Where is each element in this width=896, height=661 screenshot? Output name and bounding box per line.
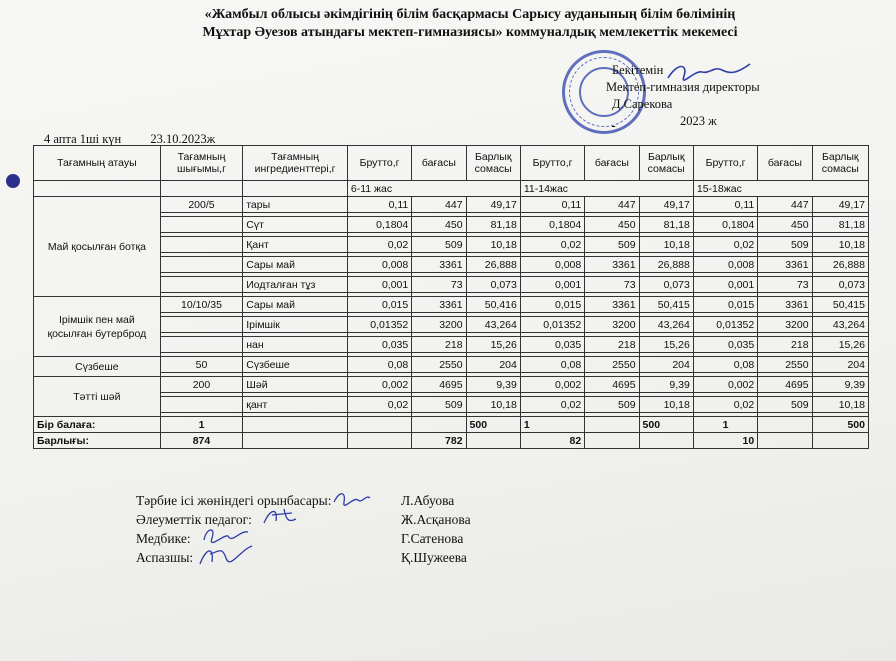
ink-dot — [6, 174, 20, 188]
column-header: Барлық сомасы — [812, 146, 868, 181]
ingredient-name: нан — [243, 337, 348, 353]
table-cell: 204 — [639, 357, 693, 373]
staff-role: Әлеуметтік педагог: — [136, 512, 252, 527]
column-header: Барлық сомасы — [639, 146, 693, 181]
table-cell: 3200 — [412, 317, 466, 333]
table-cell: 0,02 — [347, 237, 411, 253]
table-cell: 0,08 — [693, 357, 757, 373]
table-cell: 0,11 — [347, 197, 411, 213]
table-cell: 509 — [585, 397, 639, 413]
ingredient-row — [34, 197, 869, 213]
document-header — [150, 6, 790, 42]
per-child-value: 1 — [693, 417, 757, 433]
table-cell: 26,888 — [812, 257, 868, 273]
per-child-value: 1 — [520, 417, 584, 433]
age-group-label: 6-11 жас — [347, 181, 520, 197]
table-cell: 509 — [758, 397, 812, 413]
table-cell: 3200 — [585, 317, 639, 333]
table-cell: 218 — [412, 337, 466, 353]
staff-role: Медбике: — [136, 531, 191, 546]
header-line-2: Мұхтар Әуезов атындағы мектеп-гимназиясы» коммуналдық мемлекеттік мекемесі — [202, 25, 738, 40]
table-cell: 0,073 — [466, 277, 520, 293]
table-cell: 0,002 — [520, 377, 584, 393]
dish-yield: 50 — [160, 357, 242, 373]
table-cell: 509 — [758, 237, 812, 253]
table-cell: 218 — [585, 337, 639, 353]
table-cell: 0,015 — [347, 297, 411, 313]
table-cell: 0,015 — [520, 297, 584, 313]
table-cell: 0,02 — [520, 397, 584, 413]
table-cell: 2550 — [758, 357, 812, 373]
table-cell: 0,073 — [639, 277, 693, 293]
table-cell: 204 — [466, 357, 520, 373]
ingredient-row — [34, 297, 869, 313]
table-cell: 0,01352 — [347, 317, 411, 333]
table-cell: 450 — [758, 217, 812, 233]
table-cell: 81,18 — [639, 217, 693, 233]
column-header: бағасы — [412, 146, 466, 181]
table-cell: 0,035 — [520, 337, 584, 353]
table-cell: 3361 — [758, 297, 812, 313]
director-signature — [664, 58, 754, 86]
total-label: Барлығы: — [34, 433, 161, 449]
per-child-label: Бір балаға: — [34, 417, 161, 433]
handwritten-signature — [332, 488, 372, 508]
table-cell: 0,02 — [693, 397, 757, 413]
table-cell: 0,1804 — [520, 217, 584, 233]
table-cell: 2550 — [585, 357, 639, 373]
table-cell: 10,18 — [812, 237, 868, 253]
table-cell: 0,035 — [347, 337, 411, 353]
column-header: бағасы — [758, 146, 812, 181]
table-cell: 43,264 — [466, 317, 520, 333]
table-cell: 0,1804 — [693, 217, 757, 233]
table-cell: 3361 — [412, 297, 466, 313]
table-cell: 50,415 — [812, 297, 868, 313]
table-cell: 10,18 — [639, 237, 693, 253]
table-cell: 0,11 — [520, 197, 584, 213]
table-cell: 447 — [758, 197, 812, 213]
column-header: Тағамның шығымы,г — [160, 146, 242, 181]
table-cell: 447 — [412, 197, 466, 213]
table-cell: 450 — [585, 217, 639, 233]
dish-name: Ірімшік пен май қосылған бутерброд — [34, 297, 161, 357]
table-cell: 81,18 — [812, 217, 868, 233]
table-cell: 73 — [758, 277, 812, 293]
table-cell: 0,001 — [693, 277, 757, 293]
ingredient-name: Қант — [243, 237, 348, 253]
table-cell: 0,035 — [693, 337, 757, 353]
approval-title: Бекітемін — [612, 63, 664, 77]
table-cell: 0,002 — [693, 377, 757, 393]
table-cell: 0,002 — [347, 377, 411, 393]
age-group-label: 15-18жас — [693, 181, 868, 197]
table-cell: 43,264 — [639, 317, 693, 333]
table-cell: 73 — [412, 277, 466, 293]
table-cell: 10,18 — [466, 397, 520, 413]
ingredient-name: Сары май — [243, 297, 348, 313]
week-day-label: 4 апта 1ші күн — [44, 132, 122, 146]
column-header: бағасы — [585, 146, 639, 181]
table-cell: 49,17 — [639, 197, 693, 213]
table-cell: 26,888 — [639, 257, 693, 273]
table-cell: 509 — [585, 237, 639, 253]
table-cell: 0,08 — [520, 357, 584, 373]
ingredient-name: тары — [243, 197, 348, 213]
staff-name: Қ.Шужеева — [401, 550, 467, 565]
table-cell: 4695 — [758, 377, 812, 393]
table-cell: 9,39 — [812, 377, 868, 393]
table-cell: 9,39 — [639, 377, 693, 393]
ingredient-name: Иодталған тұз — [243, 277, 348, 293]
total-row — [34, 433, 869, 449]
ingredient-name: Сүзбеше — [243, 357, 348, 373]
table-cell: 10,18 — [466, 237, 520, 253]
table-cell: 0,01352 — [520, 317, 584, 333]
dish-yield: 10/10/35 — [160, 297, 242, 313]
ingredient-name: Шәй — [243, 377, 348, 393]
table-cell: 49,17 — [466, 197, 520, 213]
age-group-label: 11-14жас — [520, 181, 693, 197]
table-cell: 9,39 — [466, 377, 520, 393]
handwritten-signature — [196, 542, 256, 570]
table-cell: 509 — [412, 237, 466, 253]
table-cell: 10,18 — [812, 397, 868, 413]
table-cell: 0,001 — [520, 277, 584, 293]
table-cell: 81,18 — [466, 217, 520, 233]
table-cell: 0,01352 — [693, 317, 757, 333]
table-cell: 204 — [812, 357, 868, 373]
dish-name: Тәтті шәй — [34, 377, 161, 417]
table-cell: 3361 — [585, 257, 639, 273]
table-cell: 10,18 — [639, 397, 693, 413]
table-cell: 0,11 — [693, 197, 757, 213]
menu-date: 23.10.2023ж — [150, 132, 216, 146]
per-child-value: 1 — [160, 417, 242, 433]
staff-role: Аспазшы: — [136, 550, 194, 565]
table-cell: 0,1804 — [347, 217, 411, 233]
table-cell: 0,001 — [347, 277, 411, 293]
table-cell: 50,416 — [466, 297, 520, 313]
approval-date: 2023 ж — [680, 114, 717, 128]
dish-yield: 200/5 — [160, 197, 242, 213]
table-cell: 3200 — [758, 317, 812, 333]
column-header: Тағамның ингредиенттері,г — [243, 146, 348, 181]
table-cell: 0,08 — [347, 357, 411, 373]
ingredient-name: қант — [243, 397, 348, 413]
table-cell: 73 — [585, 277, 639, 293]
table-header-row — [34, 146, 869, 181]
table-cell: 4695 — [412, 377, 466, 393]
staff-name: Л.Абуова — [401, 493, 455, 508]
staff-role: Тәрбие ісі жөніндегі орынбасары: — [136, 493, 332, 508]
per-child-sum: 500 — [812, 417, 868, 433]
table-cell: 15,26 — [639, 337, 693, 353]
ingredient-row — [34, 357, 869, 373]
column-header: Брутто,г — [693, 146, 757, 181]
ingredient-name: Ірімшік — [243, 317, 348, 333]
staff-name: Г.Сатенова — [401, 531, 464, 546]
column-header: Брутто,г — [347, 146, 411, 181]
total-value: 782 — [412, 433, 466, 449]
approval-position: Мектеп-гимназия директоры — [606, 80, 760, 94]
dish-name: Май қосылған ботқа — [34, 197, 161, 297]
table-cell: 447 — [585, 197, 639, 213]
per-child-row — [34, 417, 869, 433]
total-value: 874 — [160, 433, 242, 449]
table-cell: 218 — [758, 337, 812, 353]
column-header: Тағамның атауы — [34, 146, 161, 181]
table-cell: 0,02 — [520, 237, 584, 253]
table-cell: 3361 — [412, 257, 466, 273]
ingredient-name: Сары май — [243, 257, 348, 273]
column-header: Брутто,г — [520, 146, 584, 181]
table-cell: 509 — [412, 397, 466, 413]
table-cell: 0,02 — [347, 397, 411, 413]
table-cell: 2550 — [412, 357, 466, 373]
per-child-sum: 500 — [466, 417, 520, 433]
table-cell: 43,264 — [812, 317, 868, 333]
total-value: 10 — [693, 433, 757, 449]
approval-director-name: Д.Сарекова — [612, 97, 673, 111]
table-cell: 450 — [412, 217, 466, 233]
table-cell: 0,02 — [693, 237, 757, 253]
menu-table — [33, 145, 869, 449]
table-cell: 3361 — [585, 297, 639, 313]
table-cell: 15,26 — [812, 337, 868, 353]
dish-name: Сүзбеше — [34, 357, 161, 377]
dish-yield: 200 — [160, 377, 242, 393]
table-cell: 0,015 — [693, 297, 757, 313]
table-cell: 49,17 — [812, 197, 868, 213]
table-cell: 0,008 — [693, 257, 757, 273]
table-cell: 0,008 — [520, 257, 584, 273]
per-child-sum: 500 — [639, 417, 693, 433]
ingredient-row — [34, 377, 869, 393]
total-value: 82 — [520, 433, 584, 449]
table-cell: 50,415 — [639, 297, 693, 313]
table-cell: 0,008 — [347, 257, 411, 273]
table-cell: 0,073 — [812, 277, 868, 293]
ingredient-name: Сүт — [243, 217, 348, 233]
table-cell: 26,888 — [466, 257, 520, 273]
table-cell: 3361 — [758, 257, 812, 273]
age-group-row — [34, 181, 869, 197]
staff-name: Ж.Асқанова — [401, 512, 471, 527]
table-cell: 15,26 — [466, 337, 520, 353]
header-line-1: «Жамбыл облысы әкімдігінің білім басқармасы Сарысу ауданының білім бөлімінің — [204, 7, 736, 22]
column-header: Барлық сомасы — [466, 146, 520, 181]
table-cell: 4695 — [585, 377, 639, 393]
handwritten-signature — [262, 505, 302, 529]
